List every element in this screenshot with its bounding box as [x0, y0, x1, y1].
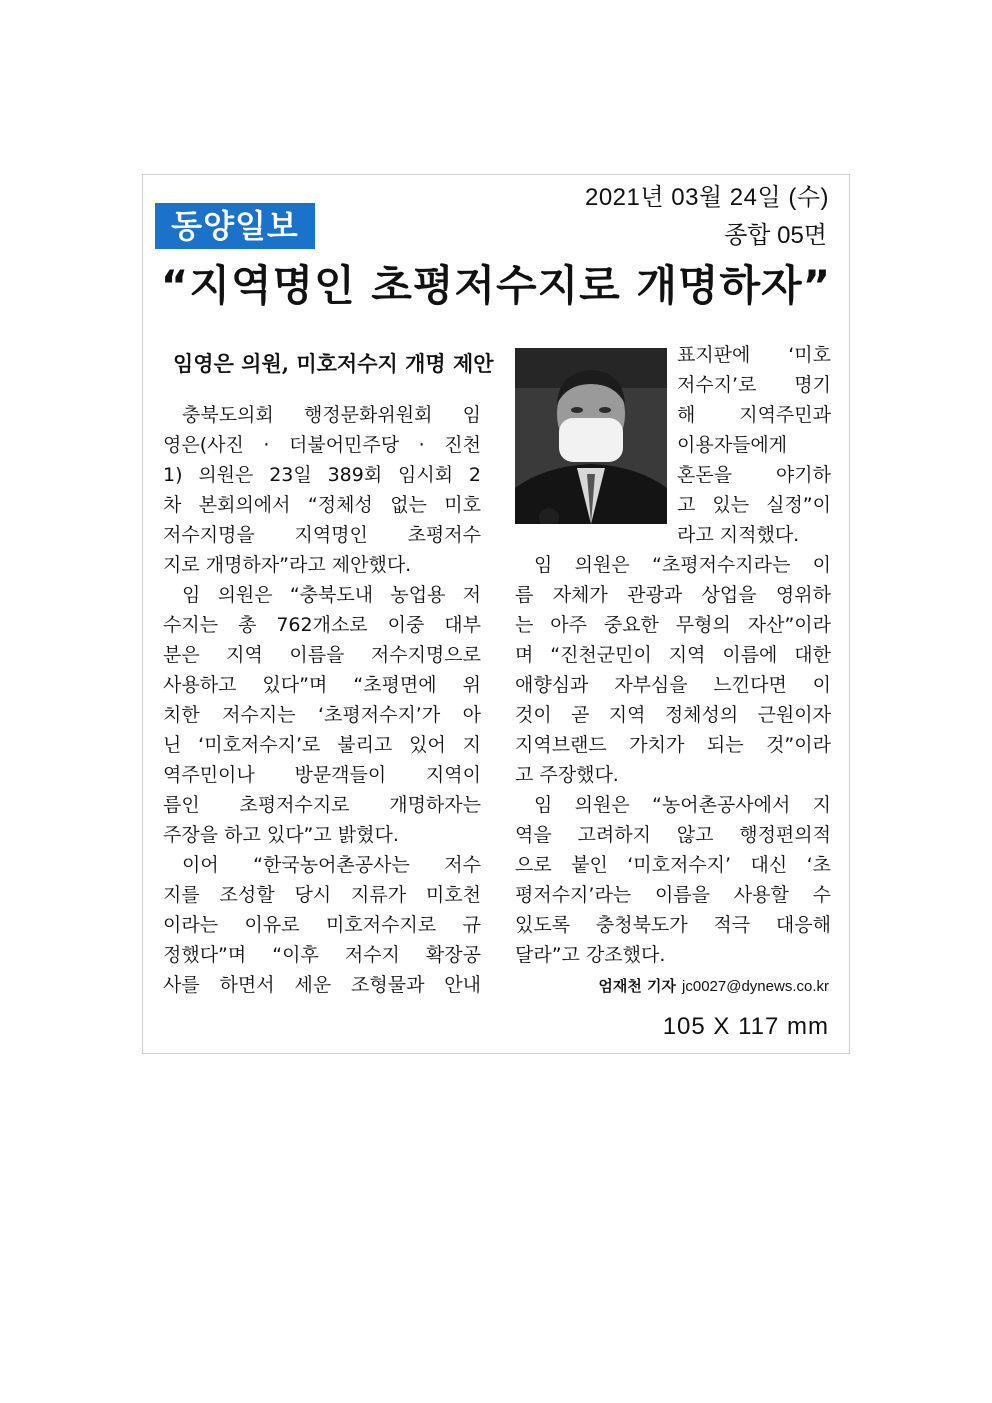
text-line: 는 아주 중요한 무형의 자산”이라 [515, 614, 831, 636]
text-line: 평저수지’라는 이름을 사용할 수 [515, 884, 831, 906]
text-line: 해 지역주민과 [677, 404, 831, 426]
text-line: 혼돈을 야기하 [677, 464, 831, 486]
text-line: 임 의원은 “충북도내 농업용 저 [182, 584, 481, 606]
text-line: 라고 지적했다. [677, 524, 800, 546]
text-line: 고 주장했다. [515, 764, 619, 786]
text-line: 름 자체가 관광과 상업을 영위하 [515, 584, 831, 606]
reporter-name: 엄재천 기자 [598, 977, 677, 995]
reporter-email: jc0027@dynews.co.kr [682, 978, 829, 995]
headline: “지역명인 초평저수지로 개명하자” [160, 261, 832, 310]
publication-date: 2021년 03월 24일 (수) [584, 184, 829, 211]
text-line: 1) 의원은 23일 389회 임시회 2 [163, 464, 481, 486]
text-line: 수지는 총 762개소로 이중 대부 [163, 614, 481, 636]
text-line: 정했다”며 “이후 저수지 확장공 [163, 944, 481, 966]
text-beside-photo [677, 340, 831, 550]
text-line: 닌 ‘미호저수지’로 불리고 있어 지 [163, 734, 481, 756]
right-column-body [515, 550, 831, 970]
text-line: 사용하고 있다”며 “초평면에 위 [163, 674, 481, 696]
text-line: 고 있는 실정”이 [677, 494, 831, 516]
text-line: 표지판에 ‘미호 [677, 344, 831, 366]
text-line: 달라”고 강조했다. [515, 944, 666, 966]
text-line: 분은 지역 이름을 저수지명으로 [163, 644, 481, 666]
byline [598, 975, 829, 996]
text-line: 임 의원은 “초평저수지라는 이 [534, 554, 831, 576]
page-section: 종합 05면 [724, 222, 827, 249]
news-clipping [142, 174, 850, 1054]
subheadline: 임영은 의원, 미호저수지 개명 제안 [173, 351, 494, 376]
text-line: 름인 초평저수지로 개명하자는 [163, 794, 481, 816]
text-line: 이용자들에게 [677, 434, 788, 456]
clipping-size: 105 X 117 mm [662, 1013, 829, 1040]
text-line: 치한 저수지는 ‘초평저수지’가 아 [163, 704, 481, 726]
text-line: 지를 조성할 당시 지류가 미호천 [163, 884, 481, 906]
photo-row [515, 340, 831, 550]
text-line: 이어 “한국농어촌공사는 저수 [182, 854, 481, 876]
text-line: 임 의원은 “농어촌공사에서 지 [534, 794, 831, 816]
text-line: 지역브랜드 가치가 되는 것”이라 [515, 734, 831, 756]
text-line: 애향심과 자부심을 느낀다면 이 [515, 674, 831, 696]
text-line: 으로 붙인 ‘미호저수지’ 대신 ‘초 [515, 854, 831, 876]
text-line: 지로 개명하자”라고 제안했다. [163, 554, 412, 576]
right-column [515, 340, 831, 970]
text-line: 영은(사진 · 더불어민주당 · 진천 [163, 434, 481, 456]
text-line: 충북도의회 행정문화위원회 임 [182, 404, 481, 426]
text-line: 저수지명을 지역명인 초평저수 [163, 524, 481, 546]
text-line: 역을 고려하지 않고 행정편의적 [515, 824, 831, 846]
text-line: 사를 하면서 세운 조형물과 안내 [163, 974, 481, 996]
text-line: 있도록 충청북도가 적극 대응해 [515, 914, 831, 936]
text-line: 것이 곧 지역 정체성의 근원이자 [515, 704, 831, 726]
person-photo-icon [515, 348, 667, 524]
text-line: 이라는 이유로 미호저수지로 규 [163, 914, 481, 936]
text-line: 역주민이나 방문객들이 지역이 [163, 764, 481, 786]
text-line: 차 본회의에서 “정체성 없는 미호 [163, 494, 481, 516]
text-line: 주장을 하고 있다”고 밝혔다. [163, 824, 399, 846]
newspaper-logo: 동양일보 [155, 203, 315, 249]
text-line: 저수지’로 명기 [677, 374, 831, 396]
left-column [163, 400, 481, 1000]
text-line: 며 “진천군민이 지역 이름에 대한 [515, 644, 831, 666]
